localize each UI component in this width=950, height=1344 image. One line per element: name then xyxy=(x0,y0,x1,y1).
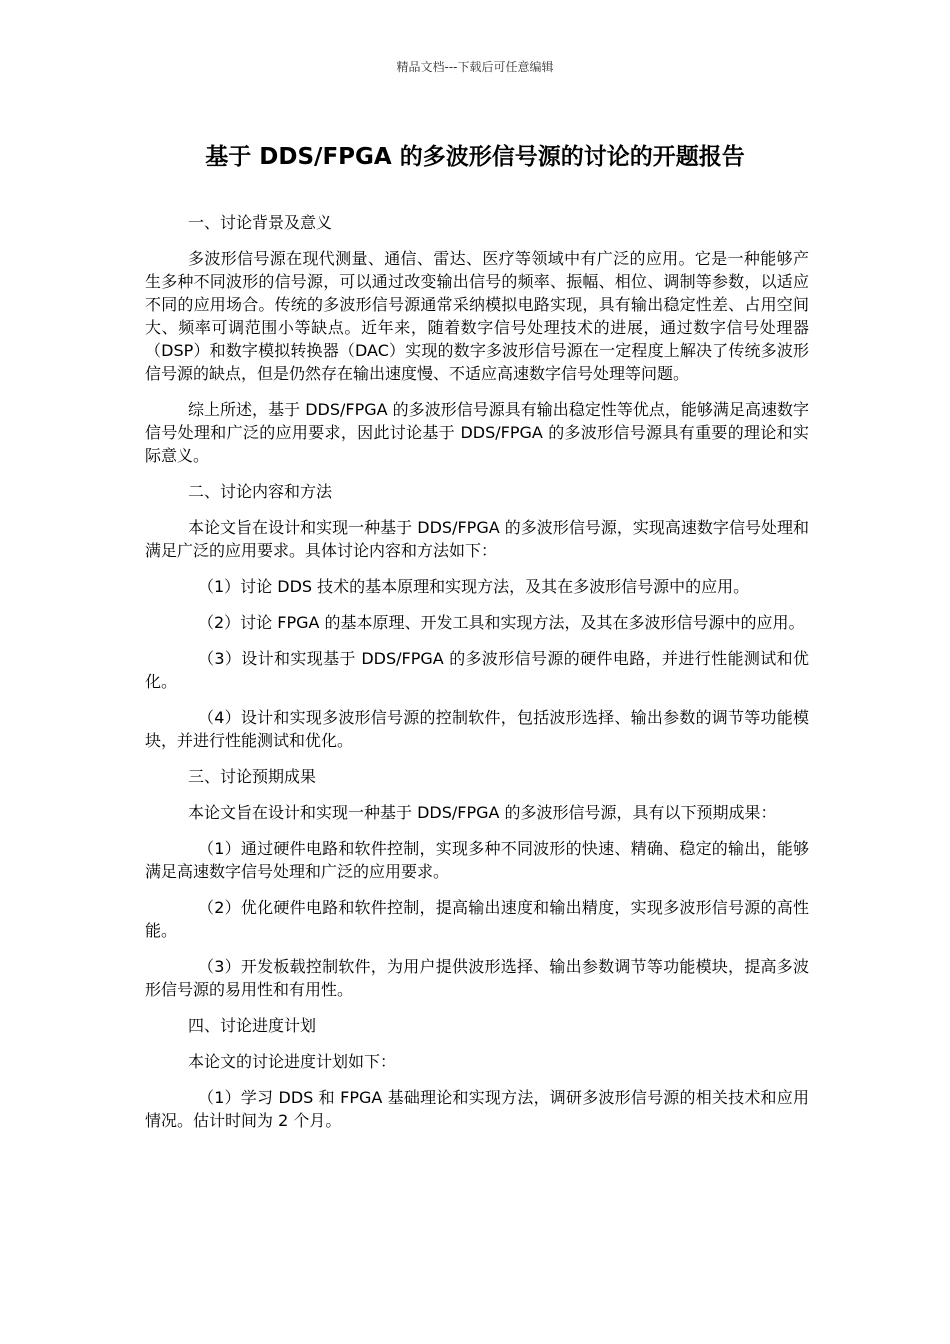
document-body xyxy=(145,211,809,1145)
paragraph: 综上所述，基于 DDS/FPGA 的多波形信号源具有输出稳定性等优点，能够满足高速数字信号处理和广泛的应用要求，因此讨论基于 DDS/FPGA 的多波形信号源具有重要的理论和实际意义。 xyxy=(145,400,809,465)
list-item: （1）学习 DDS 和 FPGA 基础理论和实现方法，调研多波形信号源的相关技术和应用情况。估计时间为 2 个月。 xyxy=(145,1088,809,1130)
paragraph: 本论文旨在设计和实现一种基于 DDS/FPGA 的多波形信号源，实现高速数字信号处理和满足广泛的应用要求。具体讨论内容和方法如下： xyxy=(145,518,809,560)
list-item: （2）讨论 FPGA 的基本原理、开发工具和实现方法，及其在多波形信号源中的应用。 xyxy=(198,613,805,632)
page-title: 基于 DDS/FPGA 的多波形信号源的讨论的开题报告 xyxy=(205,144,745,170)
list-item: （3）开发板载控制软件，为用户提供波形选择、输出参数调节等功能模块，提高多波形信号源的易用性和有用性。 xyxy=(145,957,809,999)
section-heading-schedule: 四、讨论进度计划 xyxy=(188,1016,317,1035)
list-item: （1）讨论 DDS 技术的基本原理和实现方法，及其在多波形信号源中的应用。 xyxy=(198,577,750,596)
section-heading-outcomes: 三、讨论预期成果 xyxy=(188,767,317,786)
header-note: 精品文档---下载后可任意编辑 xyxy=(396,60,554,74)
list-item: （3）设计和实现基于 DDS/FPGA 的多波形信号源的硬件电路，并进行性能测试和优化。 xyxy=(145,649,809,691)
section-heading-background: 一、讨论背景及意义 xyxy=(188,213,333,232)
list-item: （4）设计和实现多波形信号源的控制软件，包括波形选择、输出参数的调节等功能模块，并进行性能测试和优化。 xyxy=(145,708,809,750)
list-item: （1）通过硬件电路和软件控制，实现多种不同波形的快速、精确、稳定的输出，能够满足高速数字信号处理和广泛的应用要求。 xyxy=(145,839,809,881)
paragraph: 本论文旨在设计和实现一种基于 DDS/FPGA 的多波形信号源，具有以下预期成果： xyxy=(188,803,777,822)
paragraph: 本论文的讨论进度计划如下： xyxy=(188,1052,397,1071)
paragraph: 多波形信号源在现代测量、通信、雷达、医疗等领域中有广泛的应用。它是一种能够产生多种不同波形的信号源，可以通过改变输出信号的频率、振幅、相位、调制等参数，以适应不同的应用场合。传统的多波形信号源通常采纳模拟电路实现，具有输出稳定性差、占用空间大、频率可调范围小等缺点。近年来，随着数字信号处理技术的进展，通过数字信号处理器（DSP）和数字模拟转换器（DAC）实现的数字多波形信号源在一定程度上解决了传统多波形信号源的缺点，但是仍然存在输出速度慢、不适应高速数字信号处理等问题。 xyxy=(145,249,809,383)
list-item: （2）优化硬件电路和软件控制，提高输出速度和输出精度，实现多波形信号源的高性能。 xyxy=(145,898,809,940)
section-heading-content-method: 二、讨论内容和方法 xyxy=(188,482,333,501)
